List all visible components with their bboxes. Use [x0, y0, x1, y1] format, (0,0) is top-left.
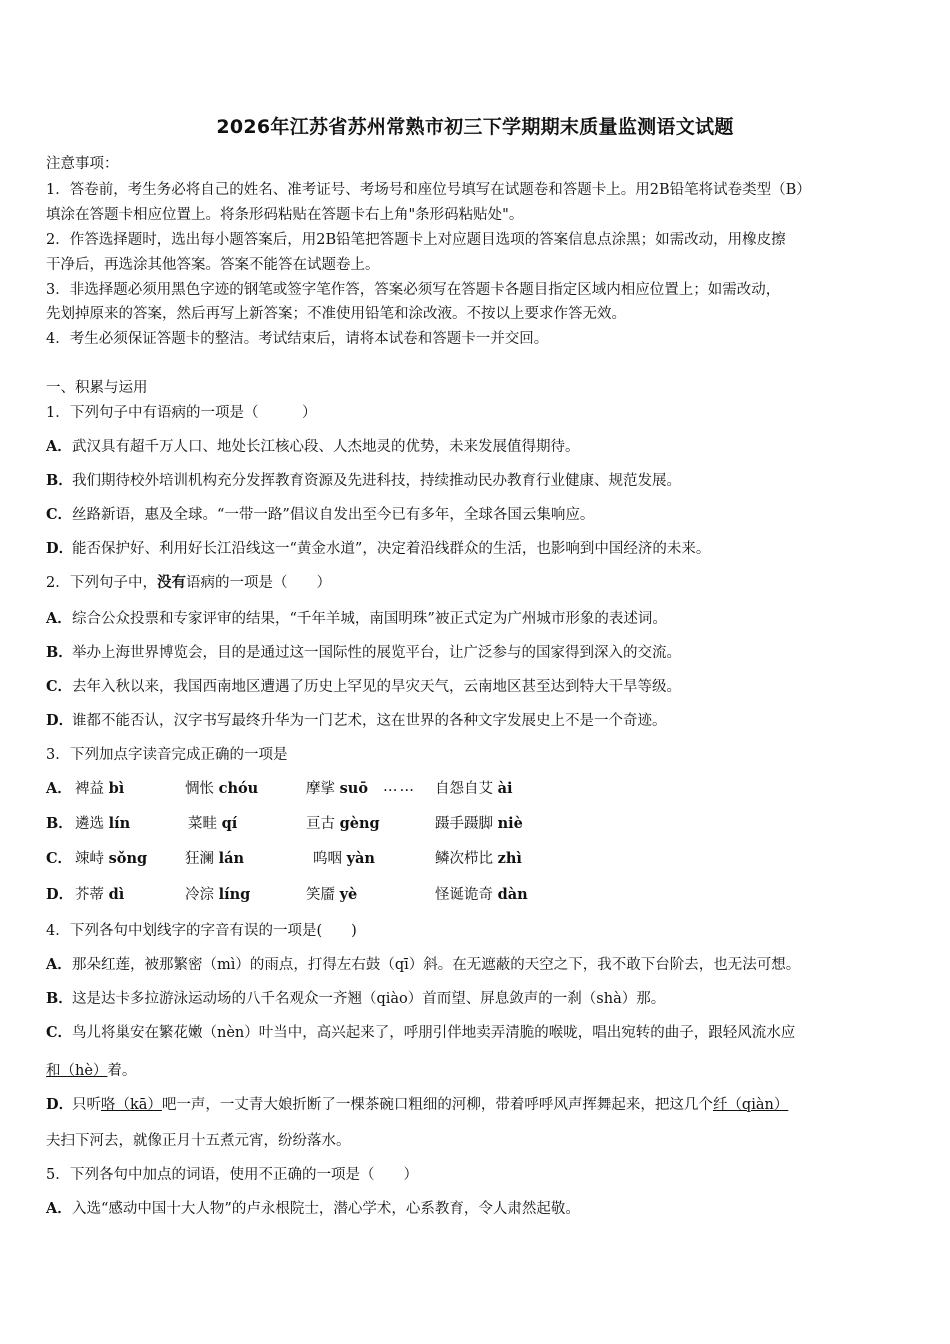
option-row: [46, 537, 710, 558]
pinyin-item: 怪诞诡奇 dàn: [435, 886, 528, 903]
underlined-word: 和（hè）: [46, 1063, 108, 1079]
notice-line: 4．考生必须保证答题卡的整洁。考试结束后，请将本试卷和答题卡一并交回。: [46, 331, 549, 347]
pinyin-item: 蹑手蹑脚 niè: [435, 815, 523, 832]
notice-line: 填涂在答题卡相应位置上。将条形码粘贴在答题卡右上角"条形码粘贴处"。: [46, 207, 524, 223]
question-stem: 下列句子中，: [70, 575, 157, 591]
option-label: A．: [46, 1200, 72, 1217]
option-label: B．: [46, 815, 73, 832]
option-label: B．: [46, 990, 73, 1007]
question-number: 3．: [46, 747, 70, 763]
option-label: D．: [46, 1096, 74, 1113]
notice-line: 3．非选择题必须用黑色字迹的钢笔或签字笔作答，答案必须写在答题卡各题目指定区域内相应位置上；如需改动，: [46, 282, 781, 298]
notice-heading: 注意事项：: [46, 156, 119, 172]
question-stem-emphasis: 没有: [157, 574, 186, 591]
option-text: 能否保护好、利用好长江沿线这一“黄金水道”，决定着沿线群众的生活，也影响到中国经济的未来。: [72, 541, 711, 557]
notice-line: 先划掉原来的答案，然后再写上新答案；不准使用铅笔和涂改液。不按以上要求作答无效。: [46, 306, 626, 322]
underlined-word: 纤（qiàn）: [712, 1097, 789, 1113]
option-label: A．: [46, 438, 72, 455]
option-row: [46, 709, 667, 730]
question-stem: 下列各句中划线字的字音有误的一项是( ): [70, 923, 357, 939]
question-stem: 下列句子中有语病的一项是（ ）: [70, 405, 317, 421]
option-label: B．: [46, 472, 73, 489]
option-label: A．: [46, 956, 72, 973]
option-label: A．: [46, 610, 72, 627]
option-label: D．: [46, 886, 74, 903]
question-stem: 下列各句中加点的词语，使用不正确的一项是（ ）: [70, 1167, 418, 1183]
option-text: 去年入秋以来，我国西南地区遭遇了历史上罕见的旱灾天气，云南地区甚至达到特大干旱等级。: [72, 679, 681, 695]
option-row: [46, 1021, 795, 1042]
question-4: [46, 919, 357, 940]
underlined-word: 咯（kā）: [101, 1097, 162, 1113]
section-heading: 一、积累与运用: [46, 380, 148, 396]
option-row: [46, 675, 681, 696]
option-row: [46, 607, 667, 628]
question-stem: 语病的一项是（ ）: [186, 575, 331, 591]
option-label: C．: [46, 850, 73, 867]
option-text: 着。: [107, 1063, 137, 1079]
option-text: 丝路新语，惠及全球。“一带一路”倡议自发出至今已有多年，全球各国云集响应。: [72, 507, 595, 523]
option-label: C．: [46, 506, 73, 523]
question-number: 4．: [46, 923, 70, 939]
notice-line: 1．答卷前，考生务必将自己的姓名、准考证号、考场号和座位号填写在试题卷和答题卡上。用2B铅笔将试卷类型（B）: [46, 182, 811, 198]
pinyin-item: 冷淙 líng: [185, 886, 251, 903]
option-row: [46, 1093, 788, 1114]
option-label: D．: [46, 540, 74, 557]
pinyin-item: 亘古 gèng: [306, 815, 380, 832]
option-text: 吧一声，一丈青大娘折断了一棵茶碗口粗细的河柳，带着呼呼风声挥舞起来，把这几个: [161, 1097, 713, 1113]
pinyin-item: 鳞次栉比 zhì: [435, 850, 522, 867]
option-text: 举办上海世界博览会，目的是通过这一国际性的展览平台，让广泛参与的国家得到深入的交流。: [72, 645, 681, 661]
option-text: 综合公众投票和专家评审的结果，“千年羊城，南国明珠”被正式定为广州城市形象的表述词。: [72, 611, 667, 627]
question-number: 1．: [46, 405, 70, 421]
option-text: 谁都不能否认，汉字书写最终升华为一门艺术，这在世界的各种文字发展史上不是一个奇迹。: [72, 713, 667, 729]
pinyin-item: 摩挲 suō: [306, 780, 368, 797]
option-label: D．: [46, 712, 74, 729]
pinyin-item: 惆怅 chóu: [185, 780, 259, 797]
option-row: [46, 987, 665, 1008]
page-title: 2026年江苏省苏州常熟市初三下学期期末质量监测语文试题: [216, 116, 734, 138]
pinyin-item: 笑靥 yè: [306, 886, 358, 903]
pinyin-item: 竦峙 sǒng: [75, 850, 148, 867]
notice-line: 2．作答选择题时，选出每小题答案后，用2B铅笔把答题卡上对应题目选项的答案信息点涂黑；如需改动，用橡皮擦: [46, 232, 786, 248]
question-3: [46, 743, 288, 764]
option-row: [46, 435, 580, 456]
option-continuation: [46, 1059, 136, 1080]
option-row: [46, 953, 800, 974]
question-2: [46, 571, 331, 592]
pinyin-item: 呜咽 yàn: [313, 850, 375, 867]
option-text: 只听: [72, 1097, 101, 1113]
option-row: [46, 469, 681, 490]
option-row: [46, 641, 681, 662]
option-label: C．: [46, 678, 73, 695]
pinyin-item: 狂澜 lán: [185, 850, 245, 867]
option-text: 这是达卡多拉游泳运动场的八千名观众一齐翘（qiào）首而望、屏息敛声的一刹（shà）那。: [72, 991, 666, 1007]
option-text: 那朵红莲，被那繁密（mì）的雨点，打得左右鼓（qī）斜。在无遮蔽的天空之下，我不敢下台阶去，也无法可想。: [72, 957, 801, 973]
question-1: [46, 401, 317, 422]
pinyin-item: 菜畦 qí: [188, 815, 238, 832]
question-number: 5．: [46, 1167, 70, 1183]
question-number: 2．: [46, 575, 70, 591]
option-label: A．: [46, 780, 72, 797]
emphasis-dots: ……: [383, 779, 416, 795]
pinyin-item: 自怨自艾 ài: [435, 780, 513, 797]
option-label: B．: [46, 644, 73, 661]
question-stem: 下列加点字读音完成正确的一项是: [70, 747, 288, 763]
option-text: 夫扫下河去，就像正月十五煮元宵，纷纷落水。: [46, 1133, 351, 1149]
pinyin-item: 裨益 bì: [75, 780, 125, 797]
option-continuation: [46, 1129, 351, 1150]
pinyin-item: 遴选 lín: [75, 815, 131, 832]
option-text: 鸟儿将巢安在繁花嫩（nèn）叶当中，高兴起来了，呼朋引伴地卖弄清脆的喉咙，唱出宛转的曲子，跟轻风流水应: [72, 1025, 796, 1041]
option-text: 入选“感动中国十大人物”的卢永根院士，潜心学术，心系教育，令人肃然起敬。: [72, 1201, 580, 1217]
option-row: [46, 503, 594, 524]
option-label: C．: [46, 1024, 73, 1041]
option-text: 武汉具有超千万人口、地处长江核心段、人杰地灵的优势，未来发展值得期待。: [72, 439, 580, 455]
option-text: 我们期待校外培训机构充分发挥教育资源及先进科技，持续推动民办教育行业健康、规范发展。: [72, 473, 681, 489]
question-5: [46, 1163, 418, 1184]
pinyin-item: 芥蒂 dì: [75, 886, 125, 903]
option-row: [46, 1197, 580, 1218]
notice-line: 干净后，再选涂其他答案。答案不能答在试题卷上。: [46, 257, 380, 273]
